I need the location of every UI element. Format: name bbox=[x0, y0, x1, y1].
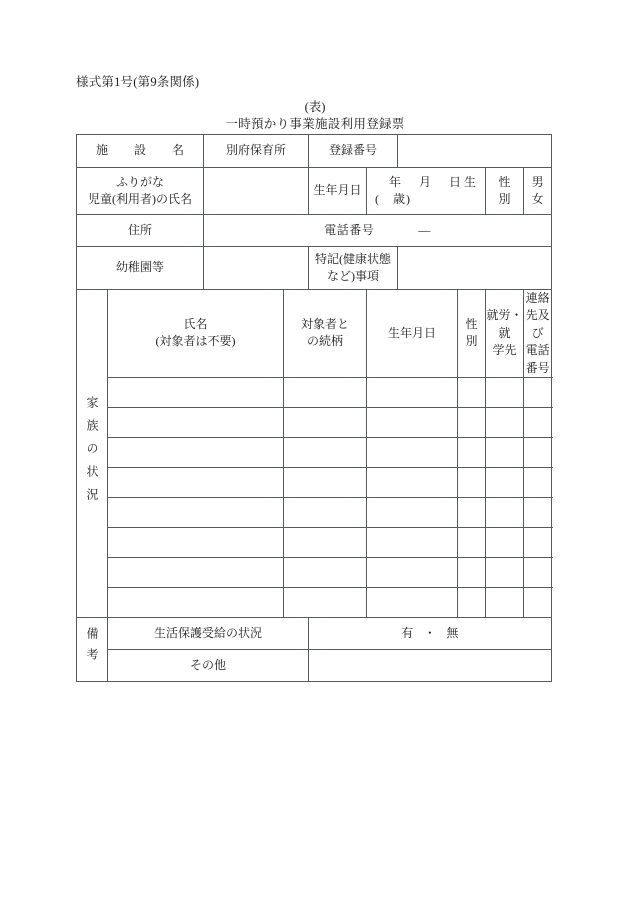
registration-form-table bbox=[76, 134, 552, 682]
telephone-group bbox=[204, 223, 551, 239]
family-member-row bbox=[77, 527, 552, 557]
family-column-relation-line-2: の続柄 bbox=[307, 334, 344, 349]
family-member-row bbox=[77, 467, 552, 497]
family-column-name-line-2: (対象者は不要) bbox=[155, 334, 236, 349]
family-cell-name[interactable] bbox=[108, 587, 284, 617]
family-cell-work[interactable] bbox=[486, 587, 524, 617]
family-cell-relation[interactable] bbox=[284, 557, 367, 587]
furigana-label: ふりがな bbox=[116, 174, 165, 189]
welfare-option-separator: ・ bbox=[423, 625, 437, 640]
family-header-row bbox=[77, 290, 552, 378]
other-remarks-value[interactable] bbox=[309, 649, 552, 681]
family-cell-birth[interactable] bbox=[367, 587, 458, 617]
family-column-relation bbox=[284, 290, 367, 378]
birthdate-line-1: 年 月 日生 bbox=[389, 175, 480, 190]
birthdate-value-wrap bbox=[367, 174, 485, 208]
family-cell-name[interactable] bbox=[108, 497, 284, 527]
family-cell-relation[interactable] bbox=[284, 527, 367, 557]
family-cell-name[interactable] bbox=[108, 407, 284, 437]
family-column-work-line-1: 就労・就 bbox=[486, 308, 523, 340]
family-column-work bbox=[486, 290, 524, 378]
family-member-row bbox=[77, 437, 552, 467]
family-cell-gender[interactable] bbox=[458, 497, 486, 527]
family-cell-contact[interactable] bbox=[524, 467, 552, 497]
family-cell-birth[interactable] bbox=[367, 407, 458, 437]
family-member-row bbox=[77, 587, 552, 617]
kindergarten-label: 幼稚園等 bbox=[77, 247, 204, 290]
other-remarks-row bbox=[77, 649, 552, 681]
child-name-label-text: 児童(利用者)の氏名 bbox=[88, 192, 192, 206]
family-column-contact bbox=[524, 290, 552, 378]
remarks-section-vertical-label bbox=[77, 617, 108, 681]
family-cell-contact[interactable] bbox=[524, 587, 552, 617]
facility-name-label-text: 施 設 名 bbox=[96, 143, 192, 158]
family-cell-gender[interactable] bbox=[458, 467, 486, 497]
facility-row bbox=[77, 135, 552, 168]
birthdate-line-2: ( 歳) bbox=[375, 192, 412, 206]
family-column-gender bbox=[458, 290, 486, 378]
gender-option-male[interactable]: 男 bbox=[531, 174, 544, 189]
family-cell-name[interactable] bbox=[108, 557, 284, 587]
special-notes-label bbox=[309, 247, 398, 290]
family-cell-work[interactable] bbox=[486, 557, 524, 587]
birthdate-label: 生年月日 bbox=[309, 168, 367, 215]
welfare-option-no[interactable]: 無 bbox=[446, 625, 459, 640]
gender-option-female[interactable]: 女 bbox=[531, 192, 544, 206]
form-number: 様式第1号(第9条関係) bbox=[76, 75, 200, 89]
family-member-row bbox=[77, 557, 552, 587]
family-column-contact-line-1: 連絡先及び bbox=[525, 291, 550, 340]
gender-label-line-1: 性 bbox=[498, 174, 511, 189]
family-column-gender-line-1: 性 bbox=[465, 317, 478, 332]
telephone-dash: — bbox=[418, 222, 431, 237]
family-cell-relation[interactable] bbox=[284, 407, 367, 437]
other-remarks-label: その他 bbox=[108, 649, 309, 681]
family-column-birthdate: 生年月日 bbox=[367, 290, 458, 378]
kindergarten-value[interactable] bbox=[204, 247, 309, 290]
family-cell-relation[interactable] bbox=[284, 497, 367, 527]
family-cell-birth[interactable] bbox=[367, 467, 458, 497]
family-cell-contact[interactable] bbox=[524, 557, 552, 587]
family-cell-relation[interactable] bbox=[284, 467, 367, 497]
family-section-vertical-label bbox=[77, 290, 108, 618]
birthdate-value[interactable] bbox=[367, 168, 486, 215]
gender-options[interactable] bbox=[524, 168, 552, 215]
special-notes-value[interactable] bbox=[398, 247, 552, 290]
family-cell-work[interactable] bbox=[486, 497, 524, 527]
family-cell-contact[interactable] bbox=[524, 377, 552, 407]
special-notes-label-line-1: 特記(健康状態 bbox=[315, 251, 392, 266]
family-cell-contact[interactable] bbox=[524, 437, 552, 467]
kindergarten-row bbox=[77, 247, 552, 290]
family-cell-work[interactable] bbox=[486, 467, 524, 497]
family-cell-name[interactable] bbox=[108, 467, 284, 497]
family-cell-gender[interactable] bbox=[458, 557, 486, 587]
telephone-label: 電話番号 bbox=[324, 222, 375, 237]
welfare-status-row bbox=[77, 617, 552, 649]
facility-name-label bbox=[77, 135, 204, 168]
family-column-work-line-2: 学先 bbox=[492, 343, 517, 358]
family-cell-contact[interactable] bbox=[524, 407, 552, 437]
family-cell-relation[interactable] bbox=[284, 587, 367, 617]
family-cell-name[interactable] bbox=[108, 527, 284, 557]
welfare-status-value[interactable] bbox=[309, 617, 552, 649]
remarks-section-vertical-label-text: 備考 bbox=[85, 627, 99, 670]
address-row bbox=[77, 215, 552, 247]
family-cell-gender[interactable] bbox=[458, 407, 486, 437]
family-cell-birth[interactable] bbox=[367, 557, 458, 587]
family-cell-birth[interactable] bbox=[367, 527, 458, 557]
special-notes-label-line-2: など)事項 bbox=[327, 269, 380, 283]
family-column-name-line-1: 氏名 bbox=[183, 317, 208, 332]
family-cell-contact[interactable] bbox=[524, 497, 552, 527]
family-cell-work[interactable] bbox=[486, 377, 524, 407]
family-cell-birth[interactable] bbox=[367, 497, 458, 527]
family-cell-relation[interactable] bbox=[284, 377, 367, 407]
family-section-vertical-label-text: 家族の状況 bbox=[85, 395, 99, 511]
address-value[interactable] bbox=[204, 215, 552, 247]
family-cell-gender[interactable] bbox=[458, 377, 486, 407]
family-column-gender-line-2: 別 bbox=[465, 334, 478, 349]
family-column-relation-line-1: 対象者と bbox=[301, 317, 350, 332]
welfare-status-label: 生活保護受給の状況 bbox=[108, 617, 309, 649]
child-name-label bbox=[77, 168, 204, 215]
family-cell-gender[interactable] bbox=[458, 587, 486, 617]
family-column-contact-line-2: 電話番号 bbox=[525, 343, 550, 375]
family-cell-work[interactable] bbox=[486, 527, 524, 557]
family-cell-gender[interactable] bbox=[458, 527, 486, 557]
page-title: 一時預かり事業施設利用登録票 bbox=[225, 117, 405, 131]
family-cell-work[interactable] bbox=[486, 407, 524, 437]
family-member-row bbox=[77, 377, 552, 407]
registration-number-label: 登録番号 bbox=[309, 135, 398, 168]
address-label: 住所 bbox=[77, 215, 204, 247]
family-cell-name[interactable] bbox=[108, 377, 284, 407]
child-name-value[interactable] bbox=[204, 168, 309, 215]
family-cell-birth[interactable] bbox=[367, 377, 458, 407]
gender-label bbox=[486, 168, 524, 215]
family-member-row bbox=[77, 497, 552, 527]
family-cell-relation[interactable] bbox=[284, 437, 367, 467]
welfare-option-yes[interactable]: 有 bbox=[401, 625, 414, 640]
family-cell-name[interactable] bbox=[108, 437, 284, 467]
welfare-status-options bbox=[401, 626, 459, 640]
child-name-row bbox=[77, 168, 552, 215]
family-cell-contact[interactable] bbox=[524, 527, 552, 557]
family-cell-work[interactable] bbox=[486, 437, 524, 467]
family-cell-birth[interactable] bbox=[367, 437, 458, 467]
facility-name-value[interactable]: 別府保育所 bbox=[204, 135, 309, 168]
family-cell-gender[interactable] bbox=[458, 437, 486, 467]
family-member-row bbox=[77, 407, 552, 437]
side-label: (表) bbox=[304, 100, 326, 114]
family-column-name bbox=[108, 290, 284, 378]
gender-label-line-2: 別 bbox=[498, 192, 511, 206]
registration-number-value[interactable] bbox=[398, 135, 552, 168]
